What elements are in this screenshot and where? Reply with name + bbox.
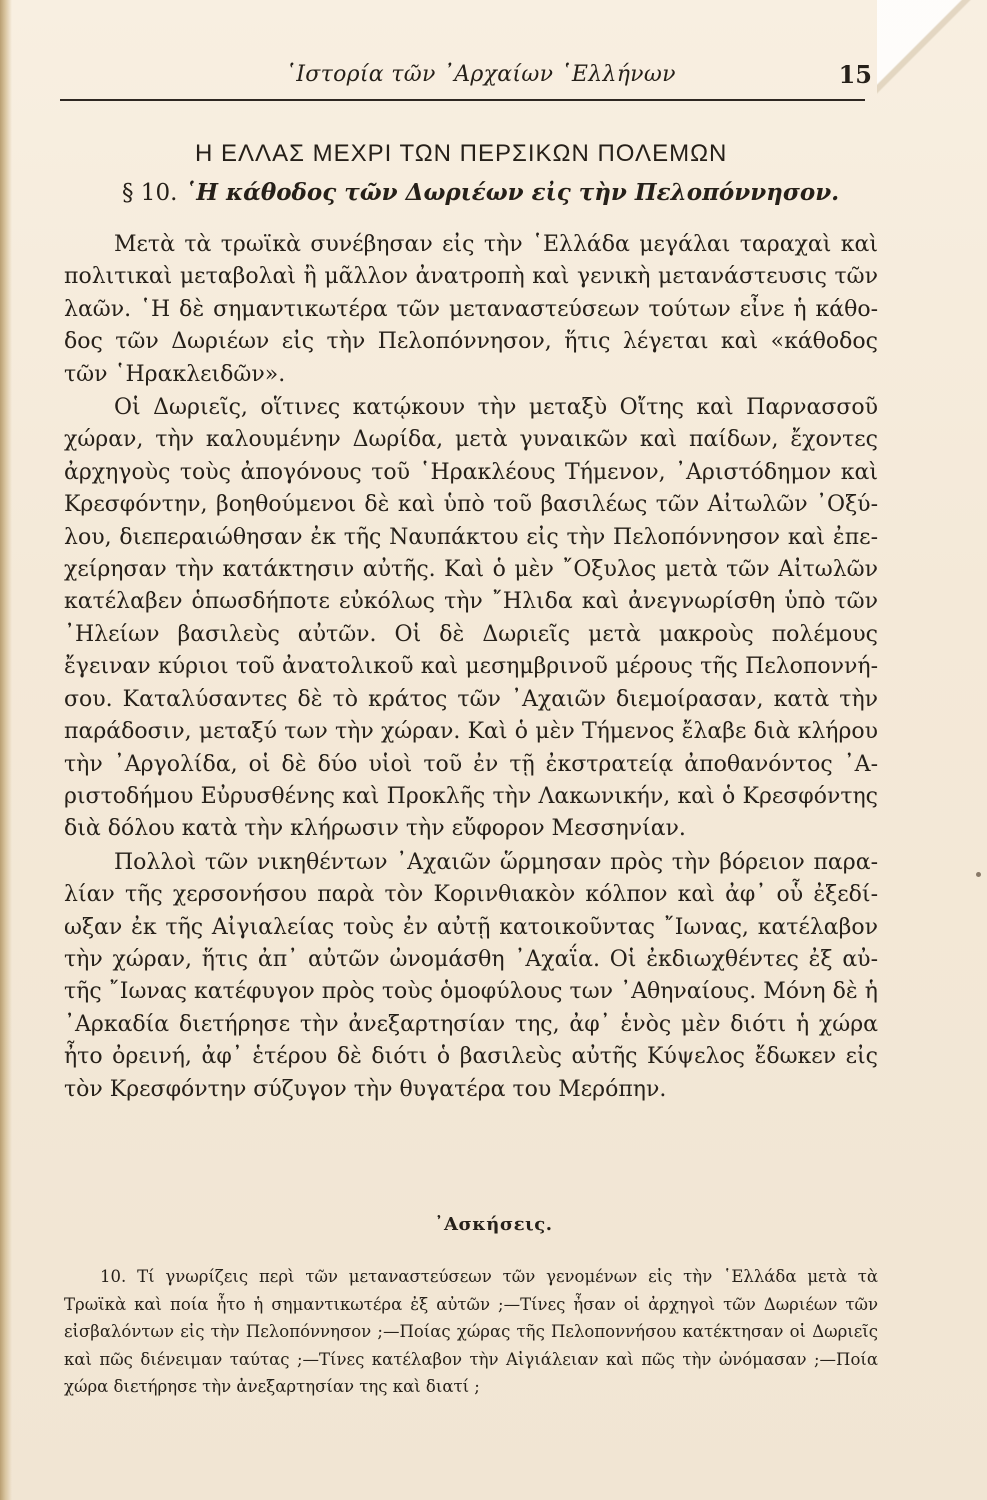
exercises-heading: ᾿Ασκήσεις. [434,1214,553,1235]
body-paragraph: Μετὰ τὰ τρωϊκὰ συνέβησαν εἰς τὴν ῾Ελλάδα μεγάλαι ταραχαὶ καὶ πολιτικαὶ μεταβολαὶ ἢ μᾶλλον ἀνατροπὴ καὶ γενικὴ μετανάστευσις τῶν λαῶν. ῾Η δὲ σημαντικωτέρα τῶν μεταναστεύσεων τούτων εἶνε ἡ κάθοδος τῶν Δωριέων εἰς τὴν Πελοπόννησον, ἥτις λέγεται καὶ «κάθοδος τῶν ῾Ηρακλειδῶν». [64,232,878,387]
section-heading [122,179,882,206]
body-paragraph: Οἱ Δωριεῖς, οἵτινες κατῴκουν τὴν μεταξὺ Οἴτης καὶ Παρνασσοῦ χώραν, τὴν καλουμένην Δωρίδα, μετὰ γυναικῶν καὶ παίδων, ἔχοντες ἀρχηγοὺς τοὺς ἀπογόνους τοῦ ῾Ηρακλέους Τήμενον, ᾿Αριστόδημον καὶ Κρεσφόντην, βοηθούμενοι δὲ καὶ ὑπὸ τοῦ βασιλέως τῶν Αἰτωλῶν ᾿Οξύλου, διεπεραιώθησαν ἐκ τῆς Ναυπάκτου εἰς τὴν Πελοπόννησον καὶ ἐπεχείρησαν τὴν κατάκτησιν αὐτῆς. Καὶ ὁ μὲν ῎Οξυλος μετὰ τῶν Αἰτωλῶν κατέλαβεν ὁπωσδήποτε εὐκόλως τὴν ῎Ηλιδα καὶ ἀνεγνωρίσθη ὑπὸ τῶν ᾿Ηλείων βασιλεὺς αὐτῶν. Οἱ δὲ Δωριεῖς μετὰ μακροὺς πολέμους ἔγειναν κύριοι τοῦ ἀνατολικοῦ καὶ μεσημβρινοῦ μέρους τῆς Πελοποννήσου. Καταλύσαντες δὲ τὸ κράτος τῶν ᾿Αχαιῶν διεμοίρασαν, κατὰ τὴν παράδοσιν, μεταξύ των τὴν χώραν. Καὶ ὁ μὲν Τήμενος ἔλαβε διὰ κλήρου τὴν ᾿Αργολίδα, οἱ δὲ δύο υἱοὶ τοῦ ἐν τῇ ἐκστρατείᾳ ἀποθανόντος ᾿Αριστοδήμου Εὐρυσθένης καὶ Προκλῆς τὴν Λακωνικήν, καὶ ὁ Κρεσφόντης διὰ δόλου κατὰ τὴν κλήρωσιν τὴν εὔφορον Μεσσηνίαν. [64,395,878,842]
page-header [60,58,880,100]
body-text [64,229,878,1107]
header-rule [60,99,865,101]
section-number: § 10. [122,180,178,206]
page-binding-edge [0,0,12,1500]
page-number: 15 [838,60,872,89]
paper-stain [976,872,981,877]
exercise-text: 10. Τί γνωρίζεις περὶ τῶν μεταναστεύσεων τῶν γενομένων εἰς τὴν ῾Ελλάδα μετὰ τὰ Τρωϊκὰ καὶ ποία ἦτο ἡ σημαντικωτέρα ἐξ αὐτῶν ;—Τίνες ἦσαν οἱ ἀρχηγοὶ τῶν Δωριέων τῶν εἰσβαλόντων εἰς τὴν Πελοπόννησον ;—Ποίας χώρας τῆς Πελοποννήσου κατέκτησαν οἱ Δωριεῖς καὶ πῶς διένειμαν ταύτας ;—Τίνες κατέλαβον τὴν Αἰγιάλειαν καὶ πῶς τὴν ὠνόμασαν ;—Ποία χώρα διετήρησε τὴν ἀνεξαρτησίαν της καὶ διατί ; [64,1267,878,1396]
body-paragraph: Πολλοὶ τῶν νικηθέντων ᾿Αχαιῶν ὥρμησαν πρὸς τὴν βόρειον παραλίαν τῆς χερσονήσου παρὰ τὸν Κορινθιακὸν κόλπον καὶ ἀφ᾿ οὗ ἐξεδίωξαν ἐκ τῆς Αἰγιαλείας τοὺς ἐν αὐτῇ κατοικοῦντας ῎Ιωνας, κατέλαβον τὴν χώραν, ἥτις ἀπ᾿ αὐτῶν ὠνομάσθη ᾿Αχαΐα. Οἱ ἐκδιωχθέντες ἐξ αὐτῆς ῎Ιωνας κατέφυγον πρὸς τοὺς ὁμοφύλους των ᾿Αθηναίους. Μόνη δὲ ἡ ᾿Αρκαδία διετήρησε τὴν ἀνεξαρτησίαν της, ἀφ᾿ ἑνὸς μὲν διότι ἡ χώρα ἦτο ὀρεινή, ἀφ᾿ ἑτέρου δὲ διότι ὁ βασιλεὺς αὐτῆς Κύψελος ἔδωκεν εἰς τὸν Κρεσφόντην σύζυγον τὴν θυγατέρα του Μερόπην. [64,849,878,1102]
section-title: ῾Η κάθοδος τῶν Δωριέων εἰς τὴν Πελοπόννησον. [184,179,840,206]
running-title: ῾Ιστορία τῶν ᾿Αρχαίων ῾Ελλήνων [285,62,676,87]
page-corner-fold [877,0,987,110]
chapter-heading: Η ΕΛΛΑΣ ΜΕΧΡΙ ΤΩΝ ΠΕΡΣΙΚΩΝ ΠΟΛΕΜΩΝ [195,140,728,167]
